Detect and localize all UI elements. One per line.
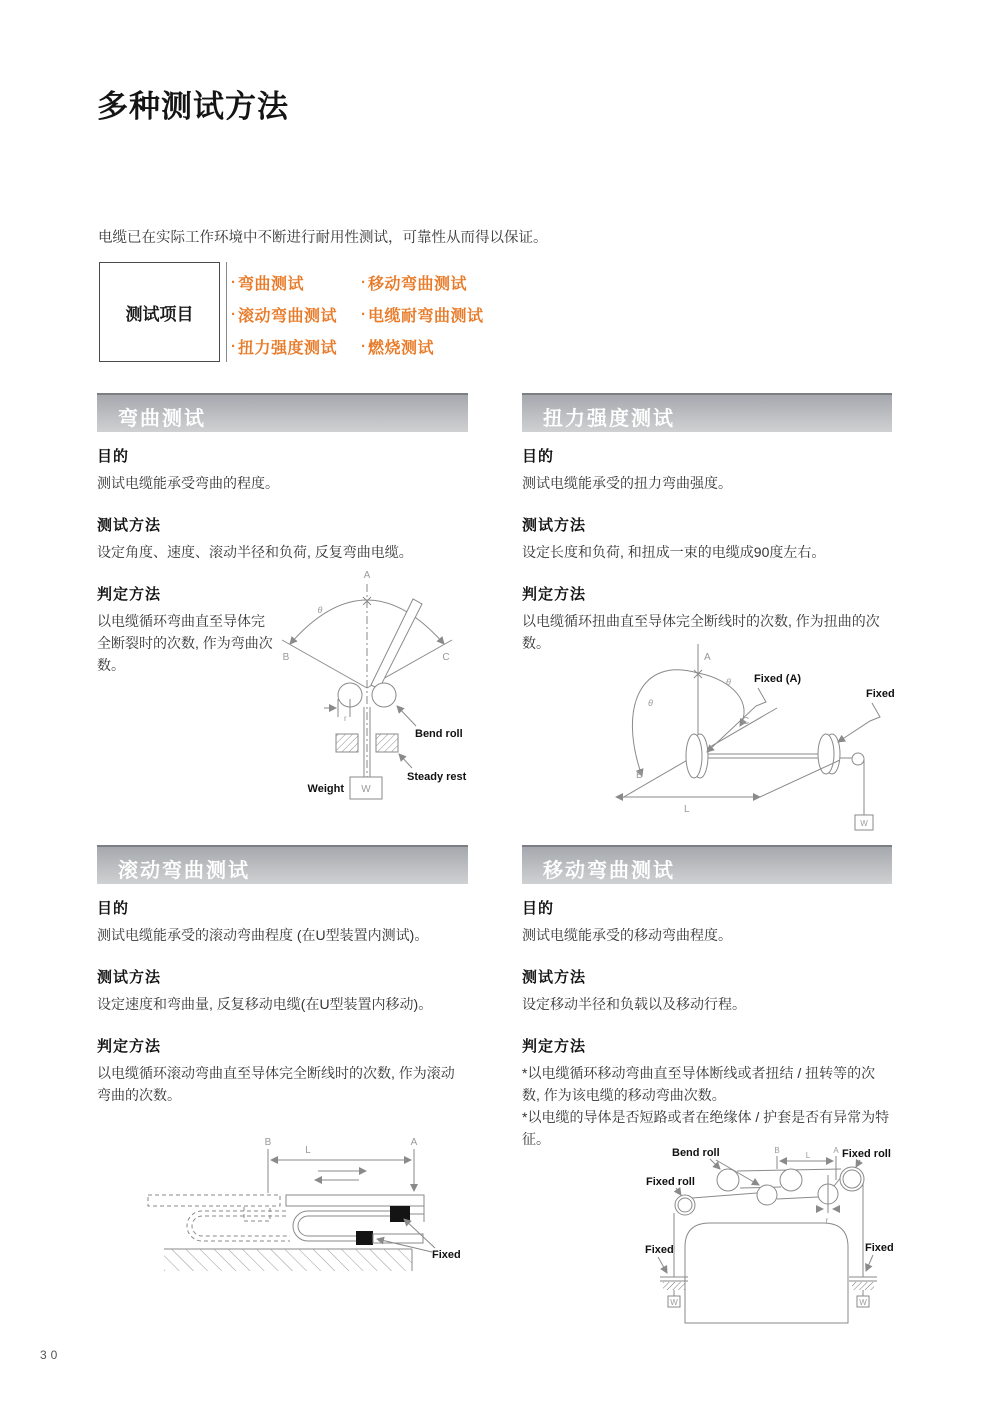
- steady-rest-right: [376, 734, 398, 752]
- test-items-box-label: 测试项目: [125, 304, 194, 324]
- purpose-heading: 目的: [97, 900, 130, 917]
- weight-label: Weight: [307, 783, 344, 795]
- bullet-icon: ·: [361, 273, 366, 291]
- section-header: 移动弯曲测试: [522, 845, 892, 884]
- test-items-box: [99, 262, 220, 362]
- clamp-right: [852, 1282, 874, 1290]
- purpose-text: 测试电缆能承受弯曲的程度。: [97, 475, 279, 491]
- bullet-icon: ·: [231, 337, 236, 355]
- label-r: r: [825, 1216, 829, 1225]
- judgment-heading: 判定方法: [97, 586, 162, 603]
- label-theta: θ: [726, 677, 731, 687]
- test-item: · 燃烧测试: [361, 337, 435, 357]
- test-item: · 移动弯曲测试: [361, 273, 468, 293]
- purpose-group: [522, 445, 892, 494]
- bullet-icon: ·: [231, 305, 236, 323]
- judgment-group: [97, 1035, 468, 1106]
- fixed-clamp-lower: [356, 1231, 373, 1245]
- judgment-heading: 判定方法: [522, 586, 587, 603]
- test-item: · 滚动弯曲测试: [231, 305, 338, 325]
- fixed-label: Fixed: [432, 1249, 461, 1261]
- steady-rest-left: [336, 734, 358, 752]
- rolling-bend-diagram: [140, 1133, 485, 1283]
- judgment-heading: 判定方法: [522, 1038, 587, 1055]
- label-w: W: [859, 1298, 867, 1307]
- method-heading: 测试方法: [522, 969, 587, 986]
- test-item: · 电缆耐弯曲测试: [361, 305, 484, 325]
- bullet-icon: ·: [361, 305, 366, 323]
- label-a: A: [704, 652, 711, 663]
- method-text: 设定长度和负荷, 和扭成一束的电缆成90度左右。: [522, 544, 826, 560]
- bullet-icon: ·: [231, 273, 236, 291]
- label-w: W: [860, 819, 868, 828]
- clamp-previous: [244, 1206, 270, 1221]
- label-theta: θ: [648, 698, 653, 708]
- test-items-column-1: [231, 262, 337, 368]
- label-a: A: [833, 1146, 839, 1155]
- method-heading: 测试方法: [522, 517, 587, 534]
- bend-test-diagram: [278, 568, 470, 800]
- label-b: B: [282, 652, 290, 663]
- purpose-text: 测试电缆能承受的滚动弯曲程度 (在U型装置内测试)。: [97, 927, 429, 943]
- moving-bend-diagram: [620, 1133, 905, 1330]
- page-title: 多种测试方法: [97, 89, 289, 124]
- section-header: 扭力强度测试: [522, 393, 892, 432]
- judgment-text-1: *以电缆循环移动弯曲直至导体断线或者扭结 / 扭转等的次数, 作为该电缆的移动弯曲次数。: [522, 1065, 876, 1103]
- label-b: B: [264, 1137, 272, 1148]
- fixed-roll-label-left: Fixed roll: [646, 1176, 695, 1188]
- fixed-a-label: Fixed (A): [754, 673, 802, 685]
- method-heading: 测试方法: [97, 969, 162, 986]
- fixed-roll-label-right: Fixed roll: [842, 1148, 891, 1160]
- bend-roll-label: Bend roll: [672, 1147, 720, 1159]
- method-group: [97, 966, 468, 1015]
- judgment-text: 以电缆循环滚动弯曲直至导体完全断线时的次数, 作为滚动弯曲的次数。: [97, 1065, 455, 1103]
- method-group: [522, 966, 892, 1015]
- section-header: 滚动弯曲测试: [97, 845, 468, 884]
- test-item: · 弯曲测试: [231, 273, 305, 293]
- label-w: W: [670, 1298, 678, 1307]
- label-a: A: [363, 570, 371, 581]
- vertical-divider: [226, 262, 227, 362]
- purpose-group: [97, 897, 468, 946]
- label-b: B: [636, 770, 643, 781]
- method-group: [522, 514, 892, 563]
- test-items-column-2: [361, 262, 484, 368]
- judgment-text-2: *以电缆的导体是否短路或者在绝缘体 / 护套是否有异常为特征。: [522, 1109, 890, 1147]
- purpose-heading: 目的: [522, 900, 555, 917]
- bend-roll-label: Bend roll: [415, 728, 463, 740]
- bullet-icon: ·: [361, 337, 366, 355]
- purpose-heading: 目的: [522, 448, 555, 465]
- method-text: 设定速度和弯曲量, 反复移动电缆(在U型装置内移动)。: [97, 996, 433, 1012]
- label-l: L: [684, 804, 690, 815]
- purpose-text: 测试电缆能承受的扭力弯曲强度。: [522, 475, 732, 491]
- section-rolling-bend-test: [97, 845, 468, 1305]
- fixed-label: Fixed: [866, 688, 895, 700]
- label-l: L: [805, 1151, 811, 1160]
- label-l: L: [305, 1145, 311, 1156]
- label-b: B: [774, 1146, 780, 1155]
- moving-plate: [286, 1195, 424, 1206]
- section-header: 弯曲测试: [97, 393, 468, 432]
- label-c: C: [442, 652, 450, 663]
- label-w: W: [361, 784, 371, 795]
- bend-roll-right: [372, 683, 396, 707]
- fixed-label-left: Fixed: [645, 1244, 674, 1256]
- pulley: [852, 753, 864, 765]
- judgment-heading: 判定方法: [97, 1038, 162, 1055]
- intro-text: 电缆已在实际工作环境中不断进行耐用性测试，可靠性从而得以保证。: [98, 230, 548, 246]
- steady-rest-label: Steady rest: [407, 771, 467, 783]
- purpose-text: 测试电缆能承受的移动弯曲程度。: [522, 927, 732, 943]
- page-number: 30: [40, 1348, 62, 1362]
- label-r: r: [344, 714, 347, 723]
- label-a: A: [410, 1137, 418, 1148]
- method-text: 设定移动半径和负载以及移动行程。: [522, 996, 746, 1012]
- cable-arch: [685, 1223, 848, 1323]
- purpose-group: [522, 897, 892, 946]
- bend-roll-2: [757, 1185, 777, 1205]
- judgment-text: 以电缆循环扭曲直至导体完全断线时的次数, 作为扭曲的次数。: [522, 613, 880, 651]
- bent-cable-arm: [371, 599, 422, 689]
- section-torsion-test: [522, 393, 895, 838]
- test-item: · 扭力强度测试: [231, 337, 338, 357]
- moving-plate-previous: [148, 1195, 280, 1206]
- clamp-left: [663, 1282, 685, 1290]
- fixed-clamp-upper: [390, 1206, 410, 1222]
- fixed-label-right: Fixed: [865, 1242, 894, 1254]
- method-text: 设定角度、速度、滚动半径和负荷, 反复弯曲电缆。: [97, 544, 413, 560]
- purpose-heading: 目的: [97, 448, 130, 465]
- method-group: [97, 514, 468, 563]
- purpose-group: [97, 445, 468, 494]
- torsion-test-diagram: [612, 642, 904, 838]
- section-moving-bend-test: [522, 845, 892, 1325]
- label-c: C: [742, 716, 750, 727]
- method-heading: 测试方法: [97, 517, 162, 534]
- label-theta: θ: [317, 605, 323, 615]
- bend-roll-1: [717, 1169, 739, 1191]
- section-bending-test: [97, 393, 468, 838]
- ground-hatch: [164, 1249, 412, 1271]
- judgment-text: 以电缆循环弯曲直至导体完全断裂时的次数, 作为弯曲次数。: [97, 613, 273, 673]
- bend-roll-3: [780, 1169, 802, 1191]
